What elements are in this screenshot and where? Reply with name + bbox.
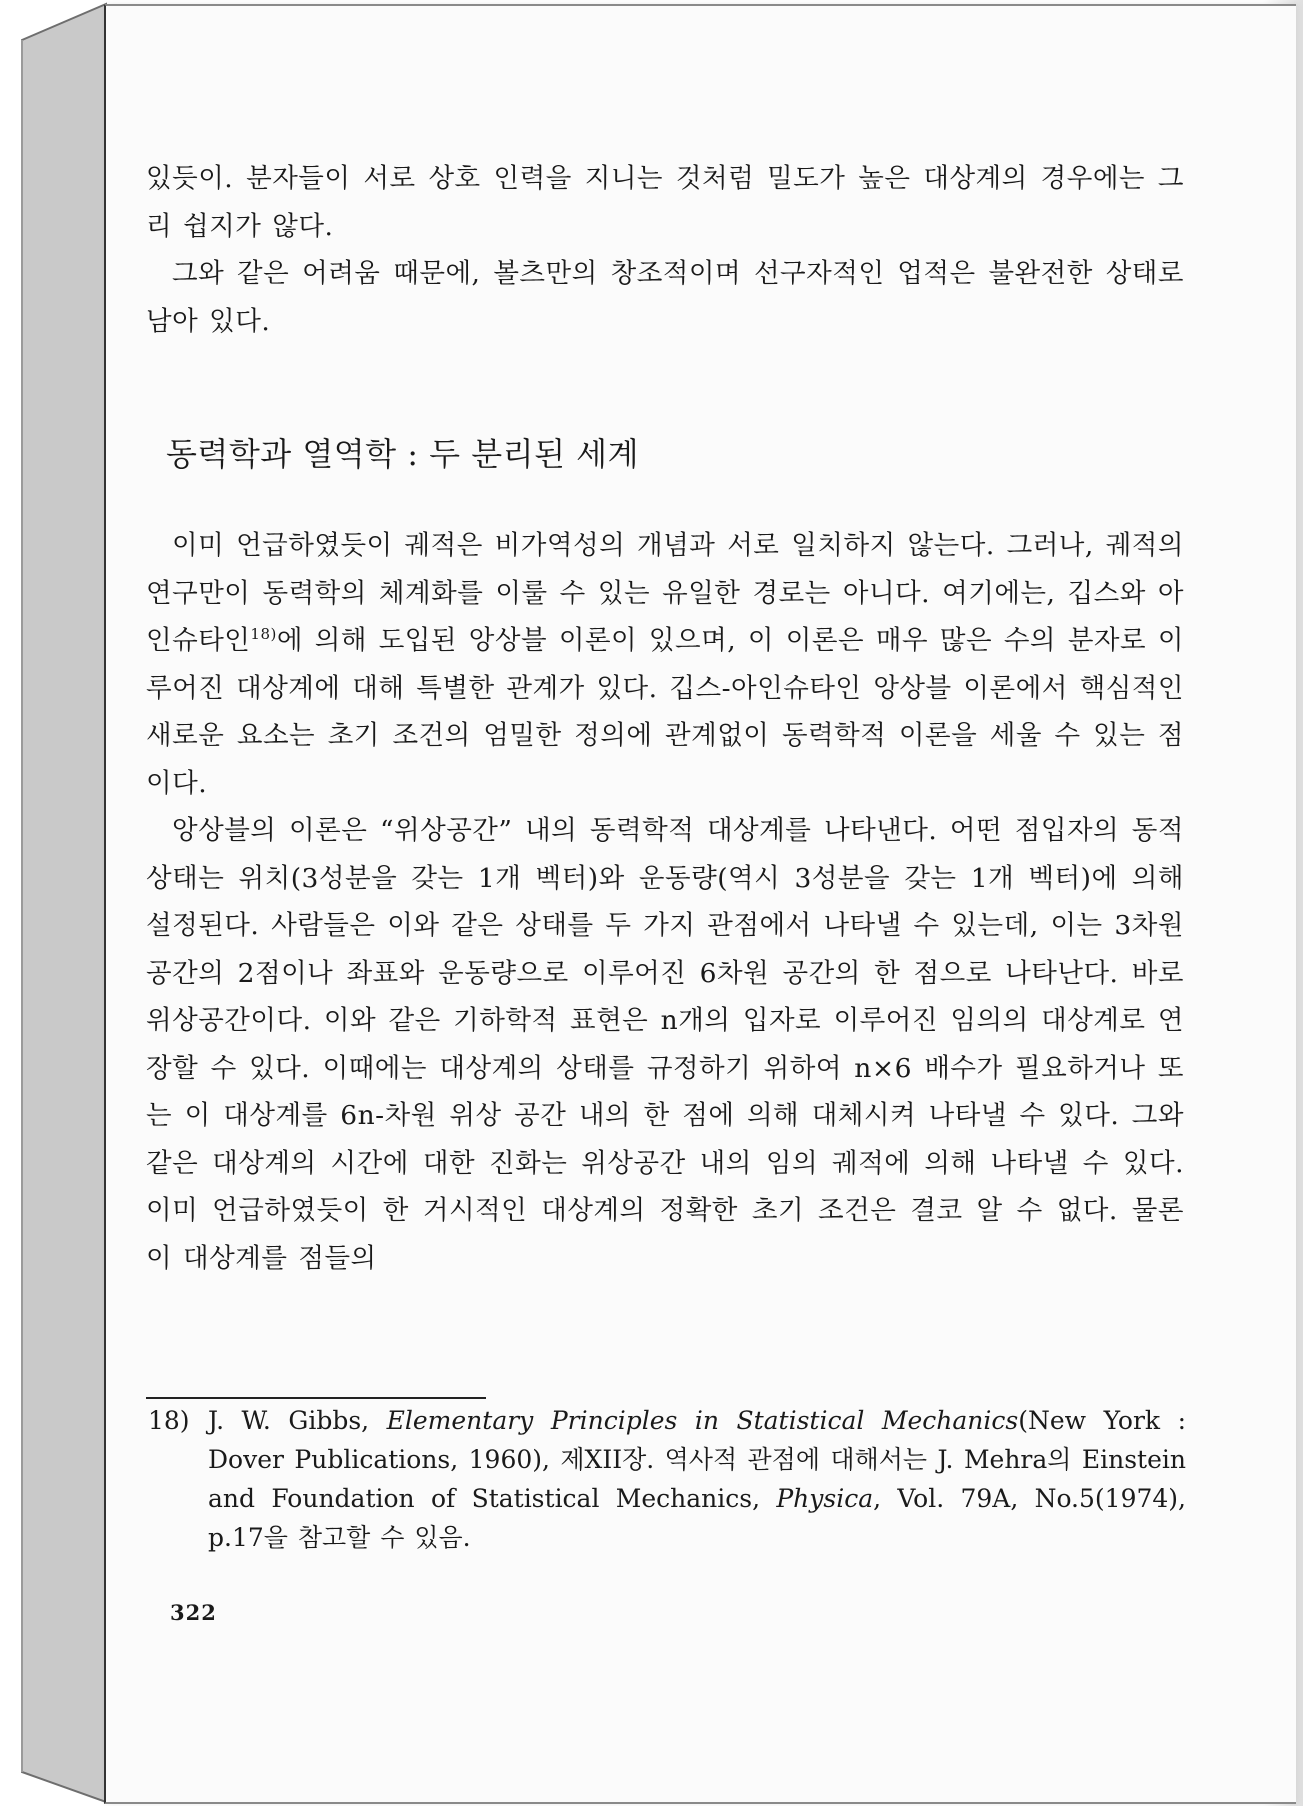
paragraph-continuation: 있듯이. 분자들이 서로 상호 인력을 지니는 것처럼 밀도가 높은 대상계의 경우에는 그리 쉽지가 않다. — [146, 163, 1184, 242]
footnote-citation: (New York : Dover Publications, 1960), 제XII장. 역사적 관점에 대해서는 J. Mehra의 Einstein and Foundation of Statistical Mechanics, — [208, 1406, 1187, 1513]
footnote-number: 18) — [148, 1406, 190, 1435]
paragraph-text: 이미 언급하였듯이 궤적은 비가역성의 개념과 서로 일치하지 않는다. 그러나, 궤적의 연구만이 동력학의 체계화를 이룰 수 있는 유일한 경로는 아니다. 여기에는, 깁스와 아인슈타인 — [146, 530, 1184, 656]
page-number: 322 — [170, 1600, 217, 1625]
paragraph-boltzmann: 그와 같은 어려움 때문에, 볼츠만의 창조적이며 선구자적인 업적은 불완전한 상태로 남아 있다. — [146, 258, 1184, 337]
footnote-reference[interactable]: 18) — [250, 625, 277, 644]
footnote-author: J. W. Gibbs, — [208, 1406, 387, 1435]
section-body — [146, 522, 1184, 1282]
footnote-book-title: Elementary Principles in Statistical Mechanics — [386, 1406, 1019, 1435]
page-body — [146, 155, 1184, 1282]
section-heading: 동력학과 열역학 : 두 분리된 세계 — [166, 435, 639, 473]
paragraph-ensemble-intro — [146, 522, 1184, 807]
footnote-citation-end: , Vol. 79A, No.5(1974), p.17을 참고할 수 있음. — [208, 1484, 1186, 1552]
footnote-divider — [146, 1397, 486, 1399]
paragraph-phase-space: 앙상블의 이론은 “위상공간” 내의 동력학적 대상계를 나타낸다. 어떤 점입자의 동적 상태는 위치(3성분을 갖는 1개 벡터)와 운동량(역시 3성분을 갖는 1개 벡터)에 의해 설정된다. 사람들은 이와 같은 상태를 두 가지 관점에서 나타낼 수 있는데, 이는 3차원 공간의 2점이나 좌표와 운동량으로 이루어진 6차원 공간의 한 점으로 나타난다. 바로 위상공간이다. 이와 같은 기하학적 표현은 n개의 입자로 이루어진 임의의 대상계로 연장할 수 있다. 이때에는 대상계의 상태를 규정하기 위하여 n×6 배수가 필요하거나 또는 이 대상계를 6n-차원 위상 공간 내의 한 점에 의해 대체시켜 나타낼 수 있다. 그와 같은 대상계의 시간에 대한 진화는 위상공간 내의 임의 궤적에 의해 나타낼 수 있다. 이미 언급하였듯이 한 거시적인 대상계의 정확한 초기 조건은 결코 알 수 없다. 물론 이 대상계를 점들의 — [146, 815, 1184, 1274]
footnote-text — [208, 1401, 1186, 1557]
footnote — [146, 1401, 1186, 1557]
book-spine — [0, 0, 110, 1806]
footnote-journal-title: Physica — [776, 1484, 874, 1513]
paragraph-text: 에 의해 도입된 앙상블 이론이 있으며, 이 이론은 매우 많은 수의 분자로 이루어진 대상계에 대해 특별한 관계가 있다. 깁스-아인슈타인 앙상블 이론에서 핵심적인 새로운 요소는 초기 조건의 엄밀한 정의에 관계없이 동력학적 이론을 세울 수 있는 점이다. — [146, 625, 1184, 799]
